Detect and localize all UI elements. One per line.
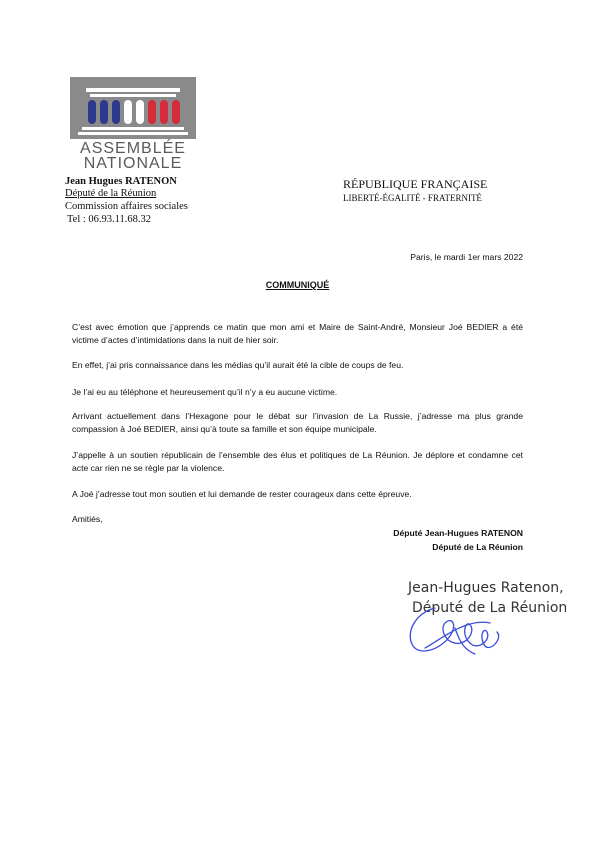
signature-line2: Député de La Réunion	[432, 542, 523, 552]
document-date: Paris, le mardi 1er mars 2022	[410, 252, 523, 262]
signature-scribble	[395, 588, 515, 668]
hemicycle-icon	[70, 77, 196, 169]
logo-line2: NATIONALE	[83, 155, 183, 169]
handwritten-title: Député de La Réunion	[412, 600, 568, 616]
republic-name: RÉPUBLIQUE FRANÇAISE	[343, 177, 488, 191]
sender-phone: Tel : 06.93.11.68.32	[67, 214, 152, 225]
paragraph-1: C’est avec émotion que j’apprends ce matin que mon ami et Maire de Saint-André, Monsieur Joé BEDIER a été victime d’actes d’intimidations dans la nuit de hier soir.	[72, 322, 523, 345]
sender-committee: Commission affaires sociales	[65, 201, 188, 212]
handwritten-name: Jean-Hugues Ratenon,	[408, 580, 564, 596]
logo-line1: ASSEMBLÉE	[80, 140, 186, 157]
signature-line1: Député Jean-Hugues RATENON	[393, 528, 523, 538]
closing: Amitiés,	[72, 514, 103, 524]
assemblee-nationale-logo	[70, 77, 196, 169]
communique-heading: COMMUNIQUÉ	[265, 280, 330, 290]
paragraph-6: A Joé j’adresse tout mon soutien et lui demande de rester courageux dans cette épreuve.	[72, 489, 412, 499]
republic-motto: LIBERTÉ-ÉGALITÉ - FRATERNITÉ	[343, 193, 482, 203]
sender-title: Député de la Réunion	[65, 188, 157, 199]
paragraph-2: En effet, j’ai pris connaissance dans les médias qu’il aurait été la cible de coups de feu.	[72, 360, 404, 370]
paragraph-5: J’appelle à un soutien républicain de l’ensemble des élus et politiques de La Réunion. Je déplore et condamne cet acte car rien ne se règle par la violence.	[72, 450, 523, 473]
paragraph-4: Arrivant actuellement dans l’Hexagone pour le débat sur l’invasion de La Russie, j’adresse ma plus grande compassion à Joé BEDIER, ainsi qu’à toute sa famille et son équipe municipale.	[72, 411, 523, 434]
sender-name: Jean Hugues RATENON	[65, 176, 177, 187]
paragraph-3: Je l’ai eu au téléphone et heureusement qu’il n’y a eu aucune victime.	[72, 387, 338, 397]
